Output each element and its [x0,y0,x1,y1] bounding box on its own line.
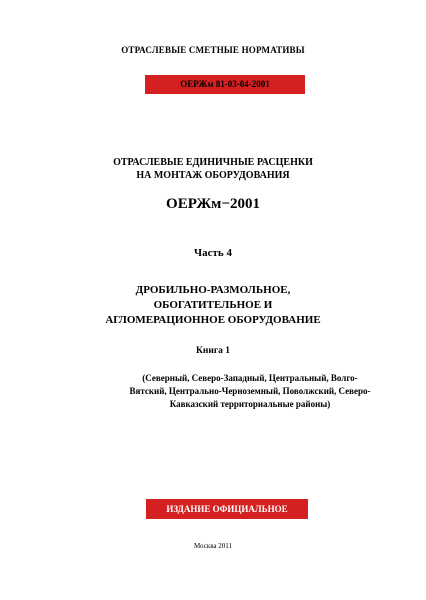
main-title: ОЕРЖм−2001 [166,196,260,212]
edition-bar-label: ИЗДАНИЕ ОФИЦИАЛЬНОЕ [166,504,288,514]
city-year: Москва 2011 [193,542,233,550]
subtitle-line-2: НА МОНТАЖ ОБОРУДОВАНИЯ [136,170,290,181]
code-bar [145,75,305,94]
regions-line-2: Вятский, Центрально-Черноземный, Поволжский, Северо- [129,386,371,396]
edition-bar [146,499,308,519]
regions-line-3: Кавказский территориальные районы) [169,399,331,409]
section-title [0,283,426,328]
regions-line-1: (Северный, Северо-Западный, Центральный, Волго- [142,373,358,383]
section-line-2: ОБОГАТИТЕЛЬНОЕ И [153,299,273,311]
code-bar-label: ОЕРЖм 81-03-04-2001 [180,79,270,89]
regions-list [120,372,380,411]
subtitle-line-1: ОТРАСЛЕВЫЕ ЕДИНИЧНЫЕ РАСЦЕНКИ [113,157,313,168]
subtitle [0,156,426,182]
header-norms: ОТРАСЛЕВЫЕ СМЕТНЫЕ НОРМАТИВЫ [121,45,305,55]
section-line-3: АГЛОМЕРАЦИОННОЕ ОБОРУДОВАНИЕ [105,314,321,326]
part-label: Часть 4 [194,247,232,259]
section-line-1: ДРОБИЛЬНО-РАЗМОЛЬНОЕ, [135,284,291,296]
book-label: Книга 1 [195,346,231,356]
